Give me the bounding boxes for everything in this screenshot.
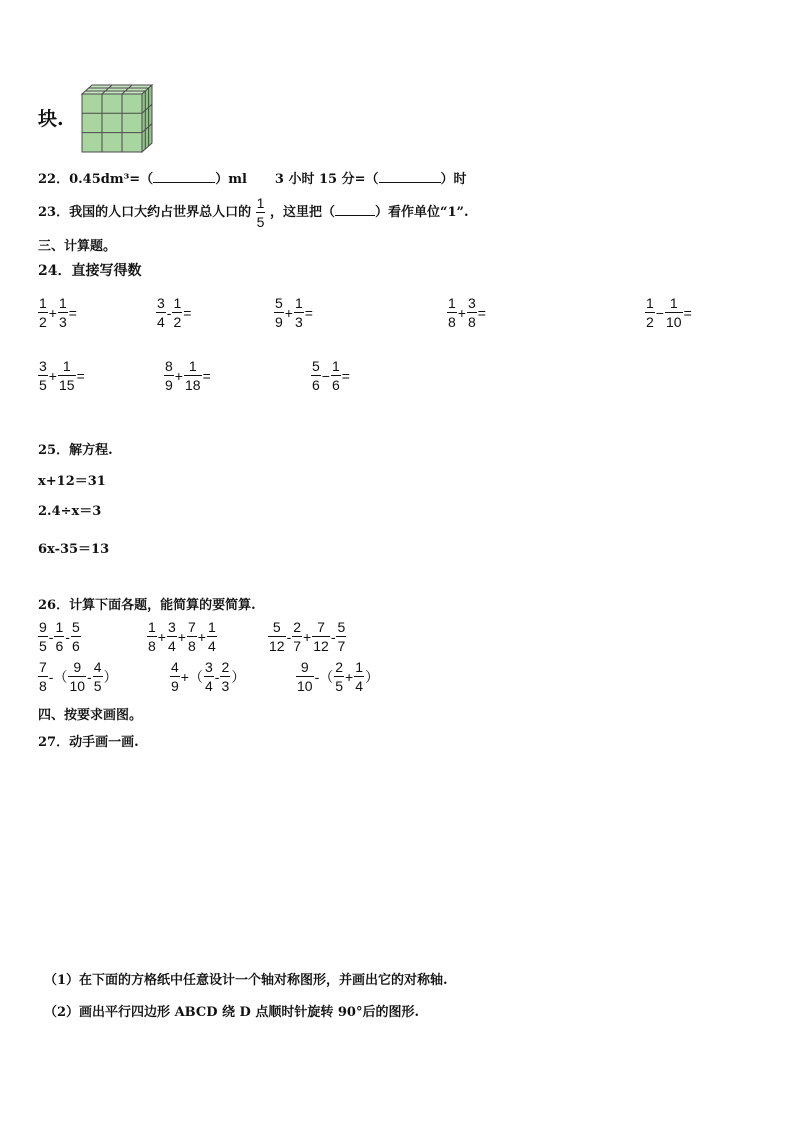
numerator: 1 <box>207 619 216 635</box>
operator: -（ <box>314 668 334 685</box>
q23-before: 23．我国的人口大约占世界总人口的 <box>38 205 252 220</box>
operator: + <box>457 304 466 321</box>
numerator: 1 <box>294 295 303 311</box>
fraction <box>665 296 683 329</box>
q26-expression <box>38 660 119 693</box>
denominator: 12 <box>269 638 285 654</box>
q23-after: ，这里把（ <box>269 205 335 220</box>
fraction <box>334 660 344 693</box>
operator: - <box>166 304 172 321</box>
fraction <box>172 296 182 329</box>
denominator: 2 <box>646 314 654 330</box>
q22-line <box>38 168 467 187</box>
numerator: 4 <box>171 659 179 675</box>
fraction <box>156 296 166 329</box>
numerator: 2 <box>221 659 230 675</box>
numerator: 2 <box>335 659 344 675</box>
section-3-heading: 三、计算题。 <box>38 239 117 254</box>
fraction <box>71 620 81 653</box>
fraction <box>447 296 457 329</box>
fraction <box>147 620 157 653</box>
numerator: 9 <box>68 660 86 677</box>
denominator: 5 <box>39 377 47 393</box>
fraction <box>187 620 197 653</box>
fraction <box>292 620 302 653</box>
fraction <box>268 620 286 653</box>
denominator: 4 <box>157 314 165 330</box>
fraction <box>38 359 48 392</box>
fraction <box>68 660 86 693</box>
denominator: 9 <box>171 678 179 694</box>
fraction <box>58 359 76 392</box>
numerator: 5 <box>337 619 346 635</box>
denominator: 8 <box>467 314 476 330</box>
denominator: 5 <box>93 678 102 694</box>
numerator: 3 <box>157 295 165 311</box>
numerator: 1 <box>148 619 156 635</box>
numerator: 5 <box>71 619 80 635</box>
operator: - <box>87 668 92 685</box>
q22-label: 22．0.45dm³=（ <box>38 172 154 187</box>
q22-blank-1[interactable] <box>153 170 215 183</box>
q26-expression <box>170 660 246 693</box>
denominator: 6 <box>312 377 320 393</box>
denominator: 6 <box>71 638 80 654</box>
numerator: 1 <box>58 295 67 311</box>
fraction <box>645 296 655 329</box>
q24-expression <box>38 359 86 392</box>
q21-tail-text: 块. <box>38 108 64 130</box>
numerator: 8 <box>165 358 173 374</box>
q24-expression <box>274 296 314 329</box>
q23-end: ）看作单位“1”. <box>374 205 469 220</box>
fraction <box>207 620 217 653</box>
numerator: 5 <box>312 358 320 374</box>
operator: +（ <box>180 668 203 685</box>
numerator: 7 <box>312 620 330 637</box>
fraction <box>54 620 64 653</box>
denominator: 3 <box>221 678 230 694</box>
section-4-heading: 四、按要求画图。 <box>38 708 143 723</box>
operator: + <box>303 628 312 645</box>
denominator: 3 <box>58 314 67 330</box>
denominator: 8 <box>39 678 47 694</box>
operator: − <box>655 304 664 321</box>
q27-title: 27．动手画一画. <box>38 735 139 750</box>
denominator: 10 <box>297 678 313 694</box>
numerator: 1 <box>55 619 64 635</box>
denominator: 4 <box>167 638 176 654</box>
q24-title: 24．直接写得数 <box>38 263 142 279</box>
numerator: 1 <box>448 295 456 311</box>
q24-expression <box>164 359 212 392</box>
fraction <box>312 620 330 653</box>
numerator: 1 <box>646 295 654 311</box>
operator: -（ <box>48 668 68 685</box>
q27-subquestion-1: （1）在下面的方格纸中任意设计一个轴对称图形，并画出它的对称轴. <box>44 973 448 988</box>
q24-expression <box>645 296 693 329</box>
operator: + <box>157 628 166 645</box>
operator: ） <box>231 668 246 685</box>
numerator: 5 <box>275 295 283 311</box>
denominator: 4 <box>204 678 213 694</box>
denominator: 3 <box>294 314 303 330</box>
numerator: 3 <box>39 358 47 374</box>
operator: + <box>197 628 206 645</box>
q22-blank-2[interactable] <box>379 170 441 183</box>
fraction <box>38 296 48 329</box>
operator: + <box>284 304 293 321</box>
operator: - <box>330 628 336 645</box>
numerator: 9 <box>296 660 314 677</box>
fraction <box>93 660 103 693</box>
numerator: 7 <box>187 619 196 635</box>
denominator: 2 <box>39 314 47 330</box>
q25-equation-1: x+12＝31 <box>38 474 106 489</box>
operator: = <box>683 304 692 321</box>
q24-expression <box>447 296 487 329</box>
fraction <box>354 660 364 693</box>
operator: = <box>68 304 77 321</box>
numerator: 9 <box>39 619 47 635</box>
denominator: 7 <box>337 638 346 654</box>
q22-part2: 3 小时 15 分=（ <box>274 172 379 187</box>
q22-end: ）时 <box>440 172 467 187</box>
fraction <box>167 620 177 653</box>
denominator: 9 <box>275 314 283 330</box>
q23-fraction: $\frac{1}{5}$ <box>256 195 265 230</box>
numerator: 5 <box>268 620 286 637</box>
q26-expression <box>38 620 81 653</box>
fraction <box>274 296 284 329</box>
operator: - <box>48 628 54 645</box>
denominator: 5 <box>335 678 344 694</box>
q26-expression <box>147 620 217 653</box>
fraction <box>296 660 314 693</box>
numerator: 3 <box>204 659 213 675</box>
operator: - <box>65 628 70 645</box>
denominator: 18 <box>184 377 201 393</box>
operator: - <box>286 628 292 645</box>
operator: = <box>477 304 486 321</box>
operator: + <box>177 628 186 645</box>
q24-expression <box>311 359 351 392</box>
denominator: 5 <box>39 638 47 654</box>
q26-expression <box>268 620 346 653</box>
operator: = <box>76 367 85 384</box>
denominator: 9 <box>165 377 173 393</box>
q23-line <box>38 196 469 229</box>
numerator: 1 <box>173 295 182 311</box>
denominator: 6 <box>55 638 64 654</box>
operator: + <box>174 367 183 384</box>
fraction <box>58 296 68 329</box>
denominator: 8 <box>448 314 456 330</box>
fraction <box>311 359 321 392</box>
q25-equation-3: 6x-35＝13 <box>38 542 110 557</box>
q26-title: 26．计算下面各题，能简算的要简算. <box>38 598 256 613</box>
fraction <box>220 660 230 693</box>
denominator: 7 <box>293 638 302 654</box>
fraction <box>336 620 346 653</box>
denominator: 2 <box>173 314 182 330</box>
numerator: 7 <box>39 659 47 675</box>
numerator: 1 <box>331 358 340 374</box>
denominator: 8 <box>187 638 196 654</box>
q22-mid: ）ml <box>215 172 247 187</box>
denominator: 15 <box>58 377 75 393</box>
numerator: 4 <box>93 659 102 675</box>
operator: = <box>183 304 192 321</box>
q25-title: 25．解方程. <box>38 443 113 458</box>
fraction <box>164 359 174 392</box>
fraction <box>204 660 214 693</box>
operator: + <box>345 668 354 685</box>
denominator: 4 <box>355 678 364 694</box>
q24-expression <box>156 296 192 329</box>
fraction <box>467 296 477 329</box>
q23-blank[interactable] <box>335 203 375 216</box>
operator: ） <box>365 668 380 685</box>
operator: = <box>202 367 211 384</box>
operator: = <box>304 304 313 321</box>
denominator: 4 <box>207 638 216 654</box>
q25-equation-2: 2.4÷x＝3 <box>38 504 102 519</box>
operator: + <box>48 367 57 384</box>
fraction <box>38 620 48 653</box>
q26-expression <box>296 660 380 693</box>
numerator: 1 <box>665 296 683 313</box>
numerator: 1 <box>39 295 47 311</box>
denominator: 10 <box>69 678 86 694</box>
cube-stack-image <box>80 84 154 154</box>
fraction <box>331 359 341 392</box>
numerator: 2 <box>293 619 302 635</box>
operator: − <box>321 367 330 384</box>
denominator: 8 <box>148 638 156 654</box>
q27-subquestion-2: （2）画出平行四边形 ABCD 绕 D 点顺时针旋转 90°后的图形. <box>44 1005 420 1020</box>
numerator: 1 <box>58 359 76 376</box>
fraction <box>184 359 202 392</box>
fraction <box>38 660 48 693</box>
q24-expression <box>38 296 78 329</box>
operator: ） <box>103 668 118 685</box>
fraction <box>294 296 304 329</box>
operator: - <box>214 668 220 685</box>
denominator: 12 <box>313 638 329 654</box>
numerator: 1 <box>184 359 202 376</box>
fraction <box>170 660 180 693</box>
operator: + <box>48 304 57 321</box>
operator: = <box>341 367 350 384</box>
numerator: 3 <box>167 619 176 635</box>
numerator: 3 <box>467 295 476 311</box>
denominator: 6 <box>331 377 340 393</box>
numerator: 1 <box>355 659 364 675</box>
denominator: 10 <box>665 314 682 330</box>
